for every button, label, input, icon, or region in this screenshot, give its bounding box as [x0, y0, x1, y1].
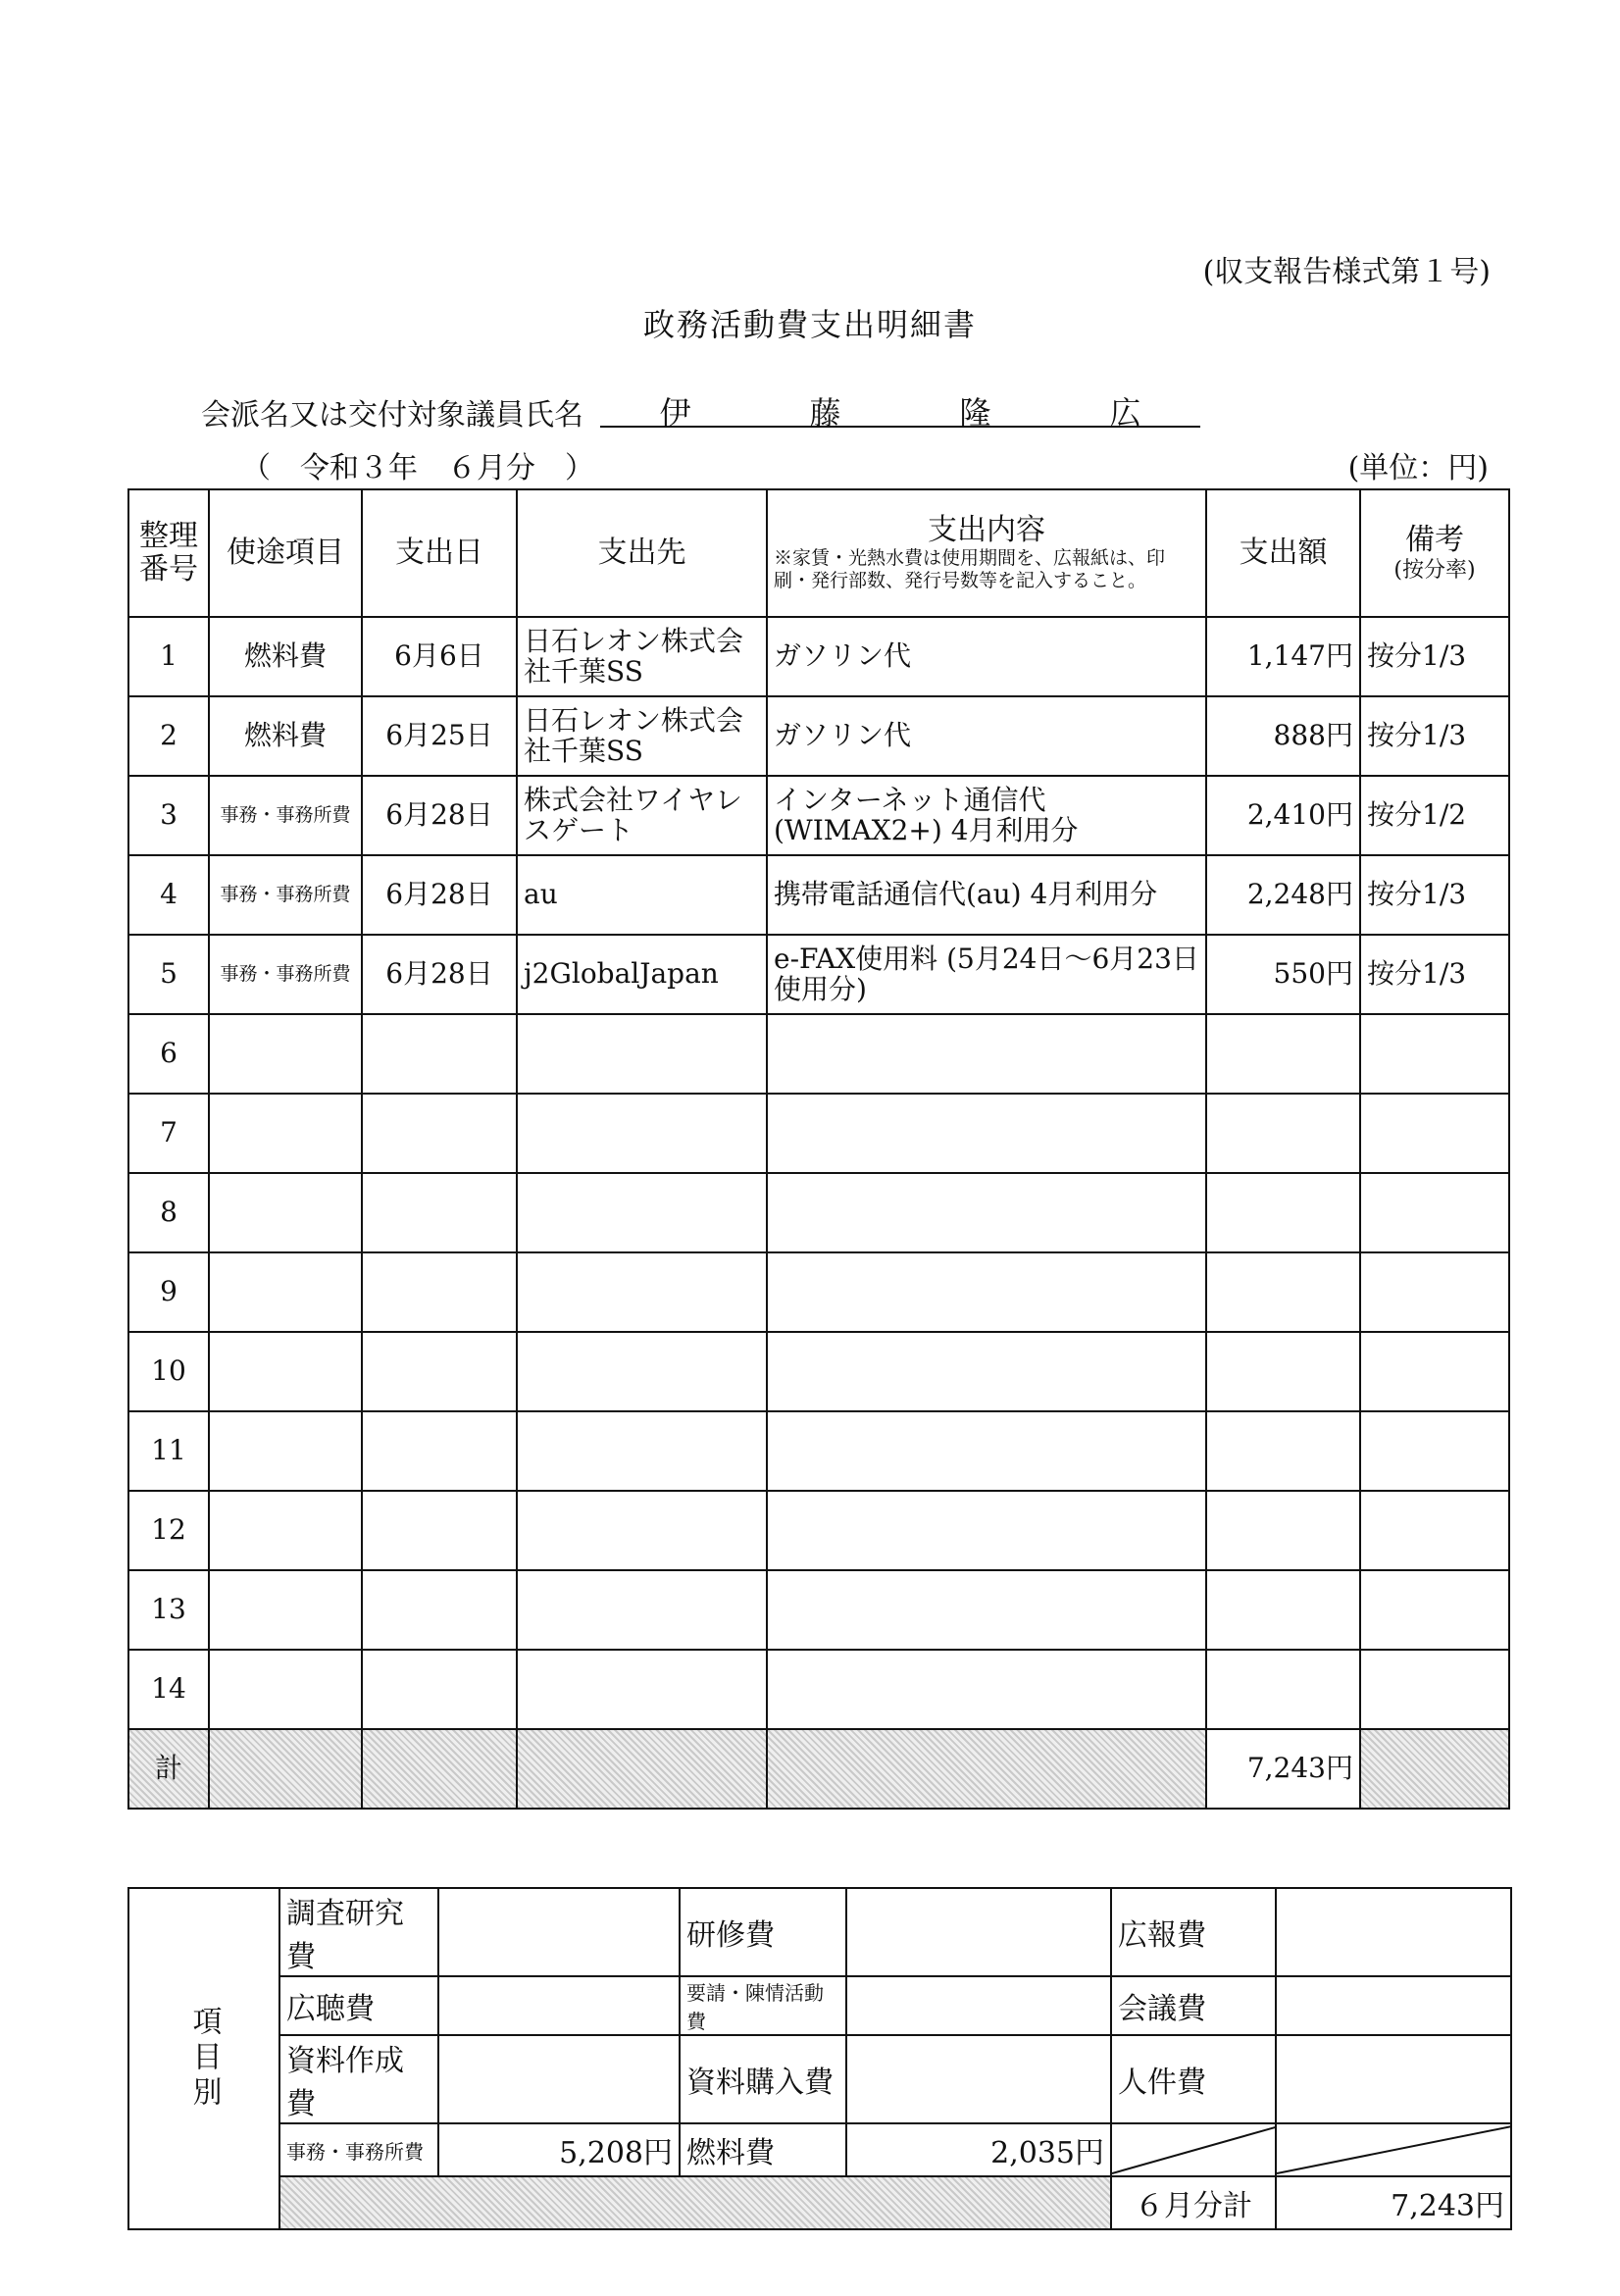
summary-amount [1276, 2035, 1511, 2123]
table-row [128, 1173, 1509, 1252]
table-row [128, 1491, 1509, 1570]
use-category [209, 1332, 362, 1411]
expense-date [362, 1173, 517, 1252]
expense-amount: 888円 [1206, 696, 1360, 776]
expense-amount [1206, 1173, 1360, 1252]
expense-amount [1206, 1014, 1360, 1094]
header-no: 整理番号 [128, 489, 209, 617]
payee [517, 1491, 767, 1570]
apportion-note [1360, 1173, 1509, 1252]
header-payee: 支出先 [517, 489, 767, 617]
row-number: 5 [128, 935, 209, 1014]
expense-amount: 2,248円 [1206, 855, 1360, 935]
payee [517, 1411, 767, 1491]
use-category [209, 1094, 362, 1173]
summary-label: 燃料費 [680, 2123, 846, 2176]
summary-amount [438, 1888, 680, 1976]
expense-date [362, 1570, 517, 1650]
expense-amount [1206, 1252, 1360, 1332]
expense-amount [1206, 1094, 1360, 1173]
use-category: 燃料費 [209, 617, 362, 696]
header-use: 使途項目 [209, 489, 362, 617]
expense-detail: ガソリン代 [767, 617, 1206, 696]
apportion-note [1360, 1332, 1509, 1411]
expense-amount: 1,147円 [1206, 617, 1360, 696]
payee [517, 1173, 767, 1252]
header-note [1360, 489, 1509, 617]
member-name-char: 藤 [809, 394, 841, 432]
summary-label: 広報費 [1111, 1888, 1276, 1976]
apportion-note [1360, 1094, 1509, 1173]
table-row [128, 935, 1509, 1014]
expense-date [362, 1094, 517, 1173]
expense-date: 6月28日 [362, 935, 517, 1014]
summary-row [128, 2123, 1511, 2176]
row-number: 14 [128, 1650, 209, 1729]
table-row [128, 1014, 1509, 1094]
row-number: 13 [128, 1570, 209, 1650]
apportion-note: 按分1/3 [1360, 935, 1509, 1014]
apportion-note [1360, 1570, 1509, 1650]
use-category [209, 1411, 362, 1491]
expense-amount [1206, 1570, 1360, 1650]
summary-label: 調査研究費 [279, 1888, 438, 1976]
expense-table [127, 488, 1510, 1810]
expense-detail: ガソリン代 [767, 696, 1206, 776]
row-number: 6 [128, 1014, 209, 1094]
table-row [128, 1411, 1509, 1491]
shaded-cell [1360, 1729, 1509, 1809]
table-row [128, 855, 1509, 935]
table-row [128, 1094, 1509, 1173]
header-detail-note: ※家賃・光熱水費は使用期間を、広報紙は、印刷・発行部数、発行号数等を記入すること。 [774, 547, 1166, 592]
total-label: 計 [128, 1729, 209, 1809]
table-row [128, 1252, 1509, 1332]
expense-date: 6月28日 [362, 855, 517, 935]
total-amount: 7,243円 [1206, 1729, 1360, 1809]
summary-amount [438, 2035, 680, 2123]
payee [517, 1332, 767, 1411]
expense-detail: 携帯電話通信代(au) 4月利用分 [767, 855, 1206, 935]
summary-label: 事務・事務所費 [279, 2123, 438, 2176]
table-row [128, 1332, 1509, 1411]
table-row [128, 776, 1509, 855]
row-number: 10 [128, 1332, 209, 1411]
expense-date [362, 1252, 517, 1332]
table-row [128, 617, 1509, 696]
expense-detail [767, 1650, 1206, 1729]
diagonal-strike-icon [1277, 2124, 1511, 2175]
period: （ 令和３年 ６月分 ） [241, 451, 594, 485]
struck-cell [1111, 2123, 1276, 2176]
row-number: 2 [128, 696, 209, 776]
member-name-char: 隆 [959, 394, 991, 432]
payee: au [517, 855, 767, 935]
header-note-sub: (按分率) [1393, 557, 1476, 583]
summary-label: 広聴費 [279, 1976, 438, 2035]
apportion-note: 按分1/2 [1360, 776, 1509, 855]
row-number: 1 [128, 617, 209, 696]
use-category: 燃料費 [209, 696, 362, 776]
shaded-cell [209, 1729, 362, 1809]
month-total-amount: 7,243円 [1276, 2176, 1511, 2229]
payee: 日石レオン株式会社千葉SS [517, 696, 767, 776]
row-number: 3 [128, 776, 209, 855]
expense-detail: e-FAX使用料 (5月24日～6月23日使用分) [767, 935, 1206, 1014]
payee [517, 1570, 767, 1650]
summary-amount [438, 1976, 680, 2035]
apportion-note [1360, 1252, 1509, 1332]
expense-date [362, 1650, 517, 1729]
table-row [128, 696, 1509, 776]
payee [517, 1094, 767, 1173]
table-header-row [128, 489, 1509, 617]
expense-amount: 550円 [1206, 935, 1360, 1014]
summary-row [128, 1976, 1511, 2035]
expense-amount [1206, 1411, 1360, 1491]
shaded-cell [767, 1729, 1206, 1809]
row-number: 8 [128, 1173, 209, 1252]
expense-detail [767, 1491, 1206, 1570]
payee: 日石レオン株式会社千葉SS [517, 617, 767, 696]
summary-amount [846, 1976, 1111, 2035]
expense-date: 6月6日 [362, 617, 517, 696]
apportion-note [1360, 1411, 1509, 1491]
member-label: 会派名又は交付対象議員氏名 [201, 398, 583, 433]
apportion-note [1360, 1014, 1509, 1094]
month-total-label: ６月分計 [1111, 2176, 1276, 2229]
summary-label: 資料作成費 [279, 2035, 438, 2123]
expense-date: 6月28日 [362, 776, 517, 855]
unit-label: (単位：円) [1347, 451, 1489, 485]
summary-row [128, 1888, 1511, 1976]
expense-amount [1206, 1491, 1360, 1570]
summary-side-label: 項目別 [128, 1888, 279, 2229]
expense-date [362, 1491, 517, 1570]
table-row [128, 1570, 1509, 1650]
use-category [209, 1650, 362, 1729]
payee [517, 1650, 767, 1729]
member-name-char: 伊 [659, 394, 691, 432]
expense-date [362, 1411, 517, 1491]
summary-amount [1276, 1888, 1511, 1976]
summary-amount: 2,035円 [846, 2123, 1111, 2176]
apportion-note [1360, 1650, 1509, 1729]
expense-detail [767, 1570, 1206, 1650]
summary-label: 人件費 [1111, 2035, 1276, 2123]
expense-amount: 2,410円 [1206, 776, 1360, 855]
summary-label: 会議費 [1111, 1976, 1276, 2035]
expense-date: 6月25日 [362, 696, 517, 776]
expense-date [362, 1332, 517, 1411]
summary-amount [846, 1888, 1111, 1976]
header-detail [767, 489, 1206, 617]
row-number: 4 [128, 855, 209, 935]
expense-detail [767, 1411, 1206, 1491]
header-date: 支出日 [362, 489, 517, 617]
apportion-note [1360, 1491, 1509, 1570]
use-category [209, 1173, 362, 1252]
use-category [209, 1491, 362, 1570]
table-row [128, 1650, 1509, 1729]
expense-detail [767, 1332, 1206, 1411]
apportion-note: 按分1/3 [1360, 696, 1509, 776]
summary-amount [1276, 1976, 1511, 2035]
apportion-note: 按分1/3 [1360, 617, 1509, 696]
shaded-cell [517, 1729, 767, 1809]
summary-row [128, 2035, 1511, 2123]
payee: j2GlobalJapan [517, 935, 767, 1014]
row-number: 7 [128, 1094, 209, 1173]
expense-detail [767, 1252, 1206, 1332]
summary-label: 要請・陳情活動費 [680, 1976, 846, 2035]
struck-cell [1276, 2123, 1511, 2176]
expense-detail [767, 1014, 1206, 1094]
use-category [209, 1014, 362, 1094]
use-category [209, 1570, 362, 1650]
form-number: (収支報告様式第１号) [1202, 255, 1491, 289]
shaded-cell [279, 2176, 1111, 2229]
member-name-char: 広 [1109, 394, 1141, 432]
use-category: 事務・事務所費 [209, 855, 362, 935]
diagonal-strike-icon [1112, 2124, 1276, 2175]
summary-total-row [128, 2176, 1511, 2229]
header-detail-label: 支出内容 [928, 512, 1045, 547]
summary-label: 資料購入費 [680, 2035, 846, 2123]
use-category [209, 1252, 362, 1332]
expense-date [362, 1014, 517, 1094]
expense-detail [767, 1173, 1206, 1252]
use-category: 事務・事務所費 [209, 935, 362, 1014]
summary-amount [846, 2035, 1111, 2123]
header-note-label: 備考 [1405, 523, 1464, 558]
document-title: 政務活動費支出明細書 [642, 306, 977, 343]
row-number: 9 [128, 1252, 209, 1332]
summary-amount: 5,208円 [438, 2123, 680, 2176]
summary-label: 研修費 [680, 1888, 846, 1976]
total-row [128, 1729, 1509, 1809]
expense-amount [1206, 1650, 1360, 1729]
row-number: 11 [128, 1411, 209, 1491]
use-category: 事務・事務所費 [209, 776, 362, 855]
payee [517, 1252, 767, 1332]
apportion-note: 按分1/3 [1360, 855, 1509, 935]
expense-detail: インターネット通信代(WIMAX2+) 4月利用分 [767, 776, 1206, 855]
payee: 株式会社ワイヤレスゲート [517, 776, 767, 855]
member-name [600, 388, 1200, 432]
row-number: 12 [128, 1491, 209, 1570]
expense-amount [1206, 1332, 1360, 1411]
category-summary-table [127, 1887, 1512, 2230]
expense-detail [767, 1094, 1206, 1173]
header-amount: 支出額 [1206, 489, 1360, 617]
payee [517, 1014, 767, 1094]
shaded-cell [362, 1729, 517, 1809]
